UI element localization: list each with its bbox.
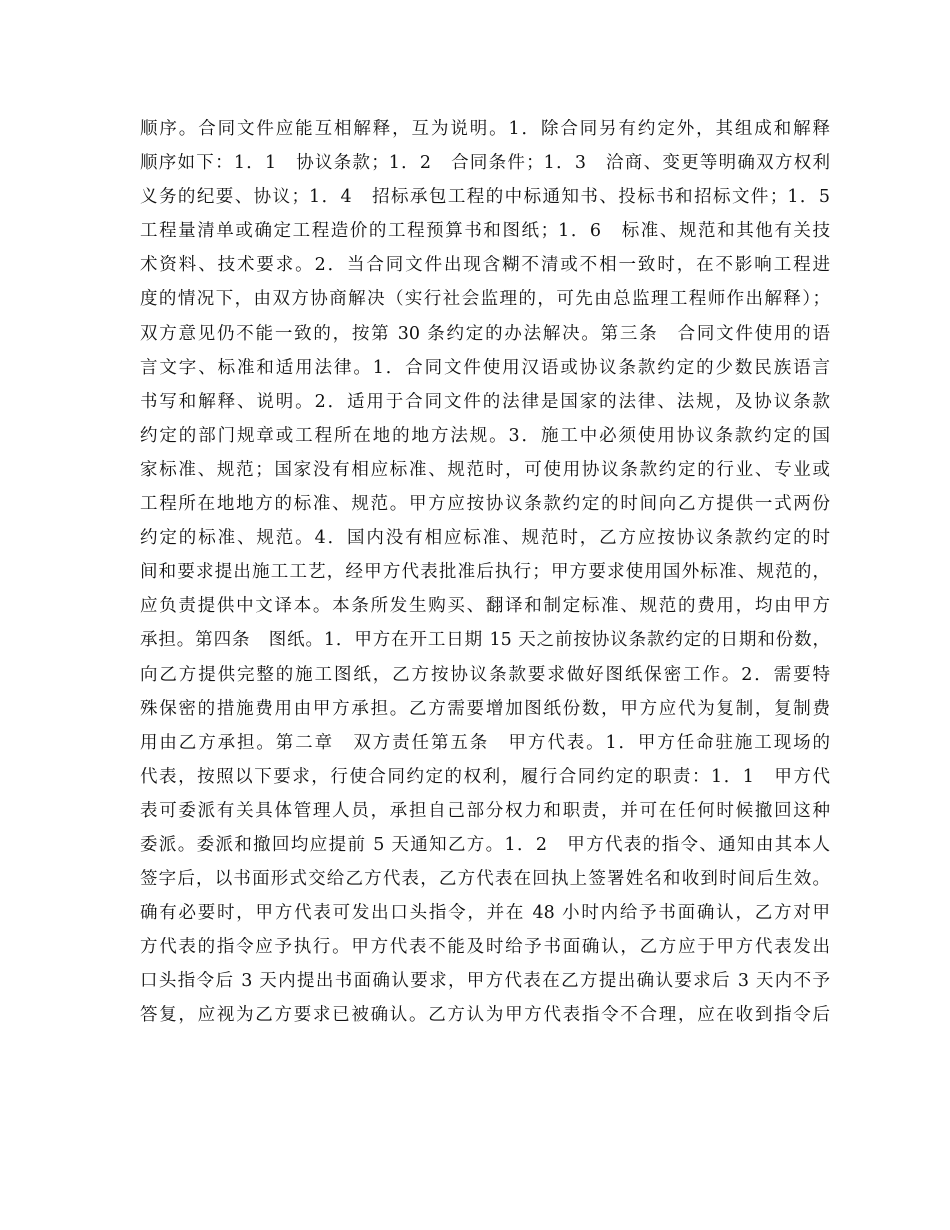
text-line: 工程所在地地方的标准、规范。甲方应按协议条款约定的时间向乙方提供一式两份 — [140, 494, 830, 515]
text-line: 双方意见仍不能一致的，按第 30 条约定的办法解决。第三条 合同文件使用的语 — [140, 323, 830, 344]
text-line: 言文字、标准和适用法律。1．合同文件使用汉语或协议条款约定的少数民族语言 — [140, 357, 830, 378]
text-line: 术资料、技术要求。2．当合同文件出现含糊不清或不相一致时，在不影响工程进 — [140, 255, 830, 276]
text-line: 顺序如下：1．1 协议条款；1．2 合同条件；1．3 洽商、变更等明确双方权利 — [140, 153, 830, 174]
text-line: 工程量清单或确定工程造价的工程预算书和图纸；1．6 标准、规范和其他有关技 — [140, 221, 830, 242]
text-line: 方代表的指令应予执行。甲方代表不能及时给予书面确认，乙方应于甲方代表发出 — [140, 937, 830, 958]
text-line: 殊保密的措施费用由甲方承担。乙方需要增加图纸份数，甲方应代为复制，复制费 — [140, 698, 830, 719]
text-line: 代表，按照以下要求，行使合同约定的权利，履行合同约定的职责：1．1 甲方代 — [140, 766, 830, 787]
text-line: 口头指令后 3 天内提出书面确认要求，甲方代表在乙方提出确认要求后 3 天内不予 — [140, 971, 830, 992]
text-line: 向乙方提供完整的施工图纸，乙方按协议条款要求做好图纸保密工作。2．需要特 — [140, 664, 830, 685]
text-line: 表可委派有关具体管理人员，承担自己部分权力和职责，并可在任何时候撤回这种 — [140, 800, 830, 821]
text-line: 答复，应视为乙方要求已被确认。乙方认为甲方代表指令不合理，应在收到指令后 — [140, 1005, 830, 1026]
text-line: 用由乙方承担。第二章 双方责任第五条 甲方代表。1．甲方任命驻施工现场的 — [140, 732, 830, 753]
contract-body-text — [140, 112, 830, 1033]
text-line: 顺序。合同文件应能互相解释，互为说明。1．除合同另有约定外，其组成和解释 — [140, 119, 830, 139]
text-line: 约定的标准、规范。4．国内没有相应标准、规范时，乙方应按协议条款约定的时 — [140, 528, 830, 549]
text-line: 义务的纪要、协议；1．4 招标承包工程的中标通知书、投标书和招标文件；1．5 — [140, 187, 830, 208]
text-line: 确有必要时，甲方代表可发出口头指令，并在 48 小时内给予书面确认，乙方对甲 — [140, 903, 830, 924]
text-line: 签字后，以书面形式交给乙方代表，乙方代表在回执上签署姓名和收到时间后生效。 — [140, 869, 830, 890]
text-line: 间和要求提出施工工艺，经甲方代表批准后执行；甲方要求使用国外标准、规范的， — [140, 562, 830, 583]
text-line: 委派。委派和撤回均应提前 5 天通知乙方。1．2 甲方代表的指令、通知由其本人 — [140, 834, 830, 855]
text-line: 书写和解释、说明。2．适用于合同文件的法律是国家的法律、法规，及协议条款 — [140, 391, 830, 412]
text-line: 约定的部门规章或工程所在地的地方法规。3．施工中必须使用协议条款约定的国 — [140, 425, 830, 446]
text-line: 承担。第四条 图纸。1．甲方在开工日期 15 天之前按协议条款约定的日期和份数， — [140, 630, 830, 651]
text-line: 度的情况下，由双方协商解决（实行社会监理的，可先由总监理工程师作出解释）； — [140, 289, 830, 310]
text-line: 应负责提供中文译本。本条所发生购买、翻译和制定标准、规范的费用，均由甲方 — [140, 596, 830, 617]
text-line: 家标准、规范；国家没有相应标准、规范时，可使用协议条款约定的行业、专业或 — [140, 459, 830, 480]
